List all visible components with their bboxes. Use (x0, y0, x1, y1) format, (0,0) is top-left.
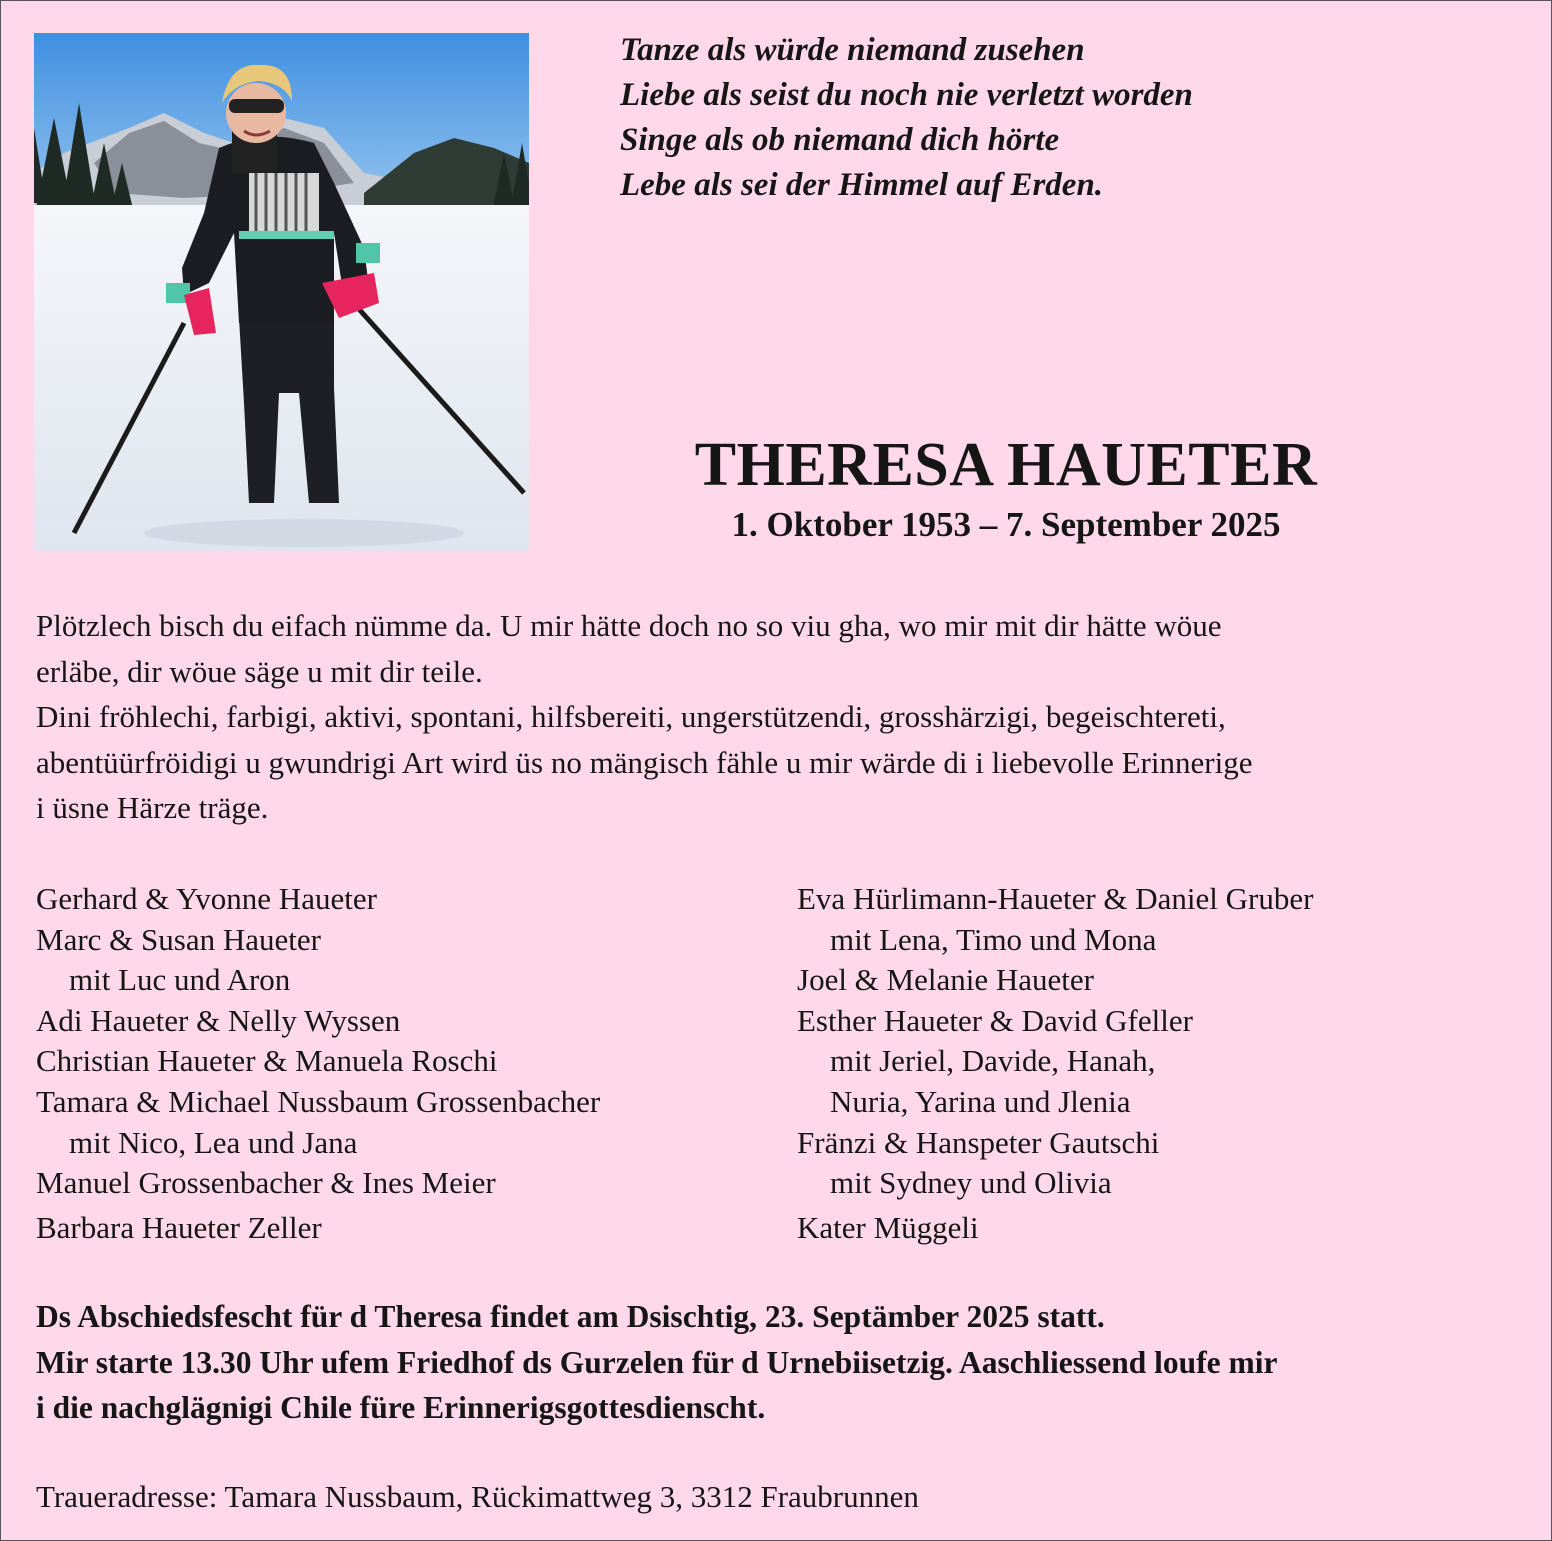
message-line: Dini fröhlechi, farbigi, aktivi, spontani, hilfsbereiti, ungerstützendi, grosshärzigi, begeischtereti, (36, 699, 1226, 734)
mourner: Manuel Grossenbacher & Ines Meier (36, 1165, 496, 1201)
mourner: Adi Haueter & Nelly Wyssen (36, 1002, 401, 1038)
mourner: Esther Haueter & David Gfeller (797, 1002, 1193, 1038)
event-line: Mir starte 13.30 Uhr ufem Friedhof ds Gurzelen für d Urnebiisetzig. Aaschliessend loufe mir (36, 1344, 1278, 1380)
mourner-children: mit Lena, Timo und Mona (830, 921, 1157, 957)
mourner-children: mit Luc und Aron (69, 962, 291, 998)
poem-line: Tanze als würde niemand zusehen (620, 32, 1085, 68)
message-line: i üsne Härze träge. (36, 790, 269, 825)
mourning-address: Traueradresse: Tamara Nussbaum, Rückimattweg 3, 3312 Fraubrunnen (36, 1479, 919, 1514)
poem (620, 28, 1193, 208)
farewell-event-info (36, 1294, 1278, 1431)
mourner-children: Nuria, Yarina und Jlenia (830, 1083, 1131, 1119)
mourner: Christian Haueter & Manuela Roschi (36, 1043, 498, 1079)
mourner: Fränzi & Hanspeter Gautschi (797, 1124, 1160, 1160)
life-dates: 1. Oktober 1953 – 7. September 2025 (731, 505, 1281, 544)
mourner: Tamara & Michael Nussbaum Grossenbacher (36, 1083, 601, 1119)
farewell-message (36, 603, 1526, 831)
mourner-children: mit Jeriel, Davide, Hanah, (830, 1043, 1156, 1079)
mourners-list-left (36, 879, 600, 1248)
poem-line: Singe als ob niemand dich hörte (620, 122, 1060, 158)
mourner-children: mit Sydney und Olivia (830, 1165, 1112, 1201)
message-line: Plötzlech bisch du eifach nümme da. U mir hätte doch no so viu gha, wo mir mit dir hätte wöue (36, 608, 1222, 643)
mourners-list-right (797, 879, 1313, 1248)
event-line: i die nachglägnigi Chile füre Erinnerigsgottesdienscht. (36, 1390, 766, 1425)
mourner-children: mit Nico, Lea und Jana (69, 1124, 358, 1160)
event-line: Ds Abschiedsfescht für d Theresa findet am Dsischtig, 23. Septämber 2025 statt. (36, 1299, 1105, 1334)
poem-line: Liebe als seist du noch nie verletzt worden (620, 77, 1193, 113)
mourner: Joel & Melanie Haueter (797, 962, 1094, 998)
deceased-name: THERESA HAUETER (694, 431, 1318, 499)
message-line: abentüürfröidigi u gwundrigi Art wird üs no mängisch fähle u mir wärde di i liebevolle Erinnerige (36, 744, 1253, 780)
portrait-photo (34, 33, 529, 551)
mourner: Eva Hürlimann-Haueter & Daniel Gruber (797, 881, 1314, 916)
poem-line: Lebe als sei der Himmel auf Erden. (620, 167, 1104, 203)
mourner: Barbara Haueter Zeller (36, 1209, 322, 1245)
mourner: Gerhard & Yvonne Haueter (36, 881, 377, 916)
mourner: Kater Müggeli (797, 1209, 979, 1245)
mourner: Marc & Susan Haueter (36, 921, 321, 957)
message-line: erläbe, dir wöue säge u mit dir teile. (36, 653, 483, 689)
